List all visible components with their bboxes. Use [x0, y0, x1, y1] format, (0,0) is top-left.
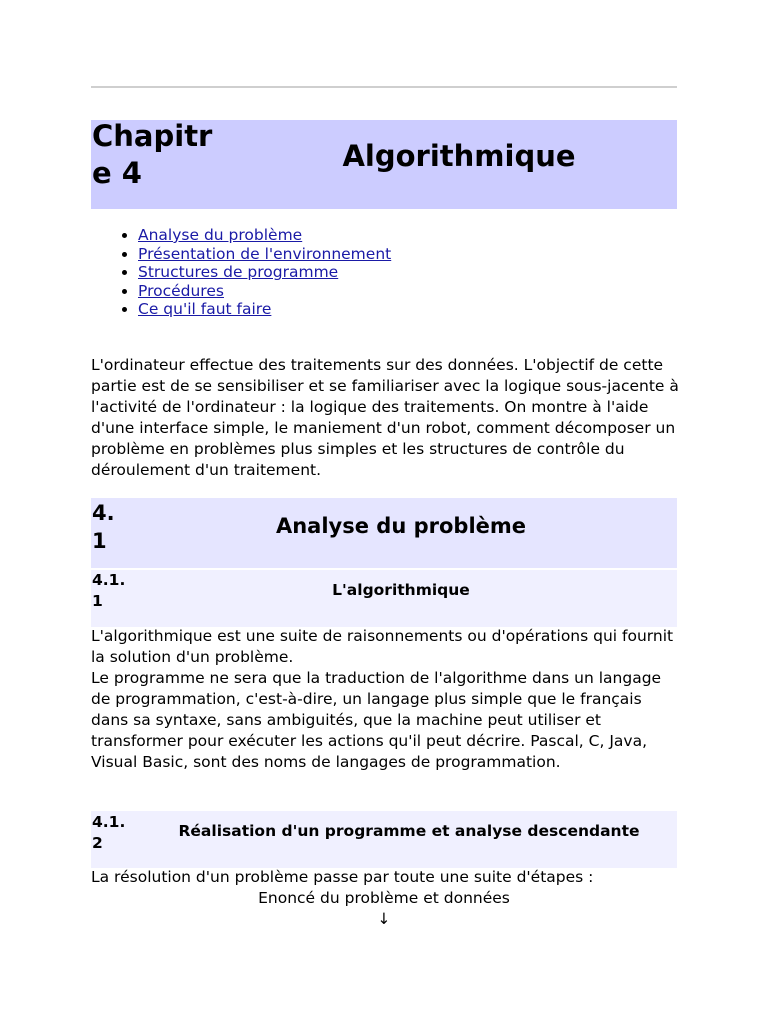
flow-step-enonce: Enoncé du problème et données [258, 889, 510, 907]
toc-link-presentation[interactable]: Présentation de l'environnement [138, 244, 392, 263]
toc-link-procedures[interactable]: Procédures [138, 281, 224, 300]
toc-link-analyse[interactable]: Analyse du problème [138, 226, 303, 244]
toc-item [138, 263, 391, 282]
resolution-paragraph: La résolution d'un problème passe par toute une suite d'étapes : [91, 868, 594, 886]
toc-item [138, 226, 391, 245]
toc-item [138, 282, 391, 301]
intro-paragraph: L'ordinateur effectue des traitements sur des données. L'objectif de cette partie est de se sensibiliser et se familiariser avec la logique sous-jacente à l'activité de l'ordinateur : la logique des traitements. On montre à l'aide d'une interface simple, le maniement d'un robot, comment décomposer un problème en problèmes plus simples et les structures de contrôle du déroulement d'un traitement. [91, 356, 679, 479]
chapter-title: Algorithmique [342, 139, 576, 173]
horizontal-rule [91, 86, 677, 88]
table-of-contents [91, 226, 391, 319]
subsection-title: Réalisation d'un programme et analyse descendante [178, 822, 640, 840]
subsection-number: 4.1.2 [92, 813, 126, 852]
algorithmique-paragraph-2: Le programme ne sera que la traduction de l'algorithme dans un langage de programmation, c'est-à-dire, un langage plus simple que le français dans sa syntaxe, sans ambiguités, que la machine peut utiliser et transformer pour exécuter les actions qu'il peut décrire. Pascal, C, Java, Visual Basic, sont des noms de langages de programmation. [91, 669, 662, 771]
toc-item [138, 245, 391, 264]
subsection-number: 4.1.1 [92, 571, 126, 610]
section-title: Analyse du problème [275, 514, 527, 538]
algorithmique-paragraph-1: L'algorithmique est une suite de raisonnements ou d'opérations qui fournit la solution d'un problème. [91, 627, 674, 666]
toc-link-ce-quil-faut-faire[interactable]: Ce qu'il faut faire [138, 300, 272, 318]
down-arrow-icon: ↓ [377, 910, 391, 928]
toc-link-structures[interactable]: Structures de programme [138, 263, 339, 281]
section-number: 4.1 [92, 501, 115, 553]
toc-item [138, 300, 391, 319]
chapter-number: Chapitre 4 [92, 119, 213, 190]
subsection-title: L'algorithmique [332, 581, 470, 599]
